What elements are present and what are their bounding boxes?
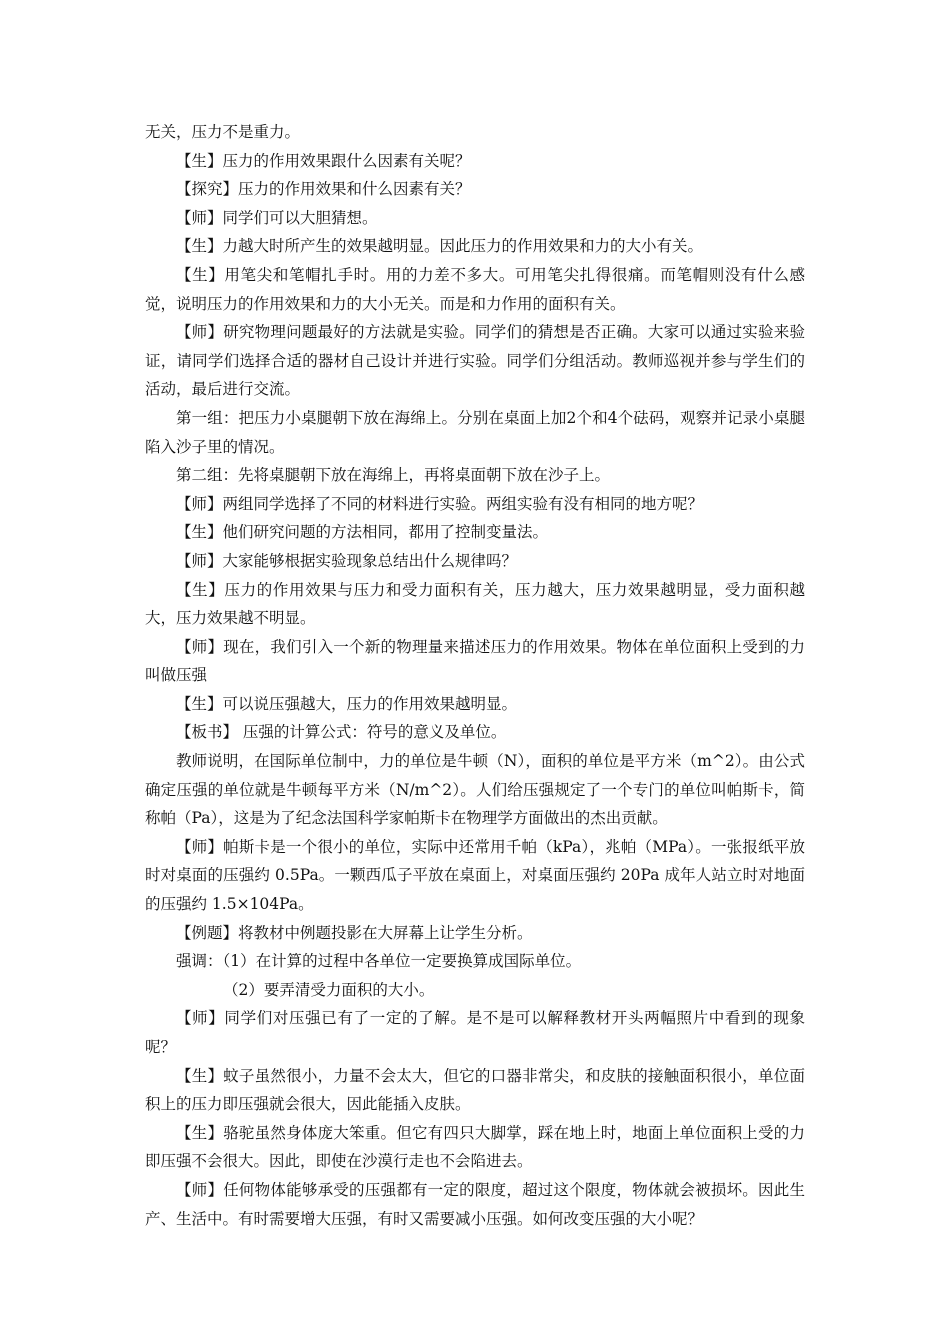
paragraph-3: 【探究】压力的作用效果和什么因素有关？ bbox=[176, 180, 471, 199]
paragraph-23: 【生】蚊子虽然很小，力量不会太大，但它的口器非常尖，和皮肤的接触面积很小，单位面积上的压力即压强就会很大，因此能插入皮肤。 bbox=[145, 1066, 805, 1114]
paragraph-24: 【生】骆驼虽然身体庞大笨重。但它有四只大脚掌，踩在地上时，地面上单位面积上受的力即压强不会很大。因此，即使在沙漠行走也不会陷进去。 bbox=[145, 1123, 805, 1171]
paragraph-12: 【师】大家能够根据实验现象总结出什么规律吗？ bbox=[176, 551, 518, 570]
paragraph-20: 强调：（1）在计算的过程中各单位一定要换算成国际单位。 bbox=[176, 952, 582, 971]
paragraph-11: 【生】他们研究问题的方法相同，都用了控制变量法。 bbox=[176, 523, 549, 542]
paragraph-18: 【师】帕斯卡是一个很小的单位，实际中还常用千帕（kPa），兆帕（MPa）。一张报纸平放时对桌面的压强约 0.5Pa。一颗西瓜子平放在桌面上，对桌面压强约 20Pa 成年人站立时对地面的压强约 1.5×104Pa。 bbox=[145, 837, 805, 914]
paragraph-6: 【生】用笔尖和笔帽扎手时。用的力差不多大。可用笔尖扎得很痛。而笔帽则没有什么感觉，说明压力的作用效果和力的大小无关。而是和力作用的面积有关。 bbox=[145, 265, 805, 313]
paragraph-22: 【师】同学们对压强已有了一定的了解。是不是可以解释教材开头两幅照片中看到的现象呢？ bbox=[145, 1009, 805, 1056]
paragraph-14: 【师】现在，我们引入一个新的物理量来描述压力的作用效果。物体在单位面积上受到的力叫做压强 bbox=[145, 637, 805, 685]
paragraph-15: 【生】可以说压强越大，压力的作用效果越明显。 bbox=[176, 694, 518, 713]
paragraph-8: 第一组：把压力小桌腿朝下放在海绵上。分别在桌面上加2个和4个砝码，观察并记录小桌腿陷入沙子里的情况。 bbox=[145, 408, 805, 456]
paragraph-7: 【师】研究物理问题最好的方法就是实验。同学们的猜想是否正确。大家可以通过实验来验证，请同学们选择合适的器材自己设计并进行实验。同学们分组活动。教师巡视并参与学生们的活动，最后进行交流。 bbox=[145, 323, 805, 399]
paragraph-25: 【师】任何物体能够承受的压强都有一定的限度，超过这个限度，物体就会被损坏。因此生产、生活中。有时需要增大压强，有时又需要减小压强。如何改变压强的大小呢？ bbox=[145, 1180, 805, 1228]
paragraph-2: 【生】压力的作用效果跟什么因素有关呢？ bbox=[176, 151, 471, 170]
paragraph-21: （2）要弄清受力面积的大小。 bbox=[223, 980, 435, 999]
paragraph-4: 【师】同学们可以大胆猜想。 bbox=[176, 208, 378, 227]
paragraph-1: 无关，压力不是重力。 bbox=[145, 123, 301, 141]
paragraph-17: 教师说明，在国际单位制中，力的单位是牛顿（N），面积的单位是平方米（m^2）。由公式确定压强的单位就是牛顿每平方米（N/m^2）。人们给压强规定了一个专门的单位叫帕斯卡，简称帕（Pa），这是为了纪念法国科学家帕斯卡在物理学方面做出的杰出贡献。 bbox=[145, 752, 805, 828]
paragraph-16: 【板书】 压强的计算公式：符号的意义及单位。 bbox=[176, 723, 507, 742]
paragraph-9: 第二组：先将桌腿朝下放在海绵上，再将桌面朝下放在沙子上。 bbox=[176, 466, 611, 485]
paragraph-19: 【例题】将教材中例题投影在大屏幕上让学生分析。 bbox=[176, 923, 533, 942]
paragraph-5: 【生】力越大时所产生的效果越明显。因此压力的作用效果和力的大小有关。 bbox=[176, 237, 704, 256]
document-page bbox=[145, 118, 805, 1233]
paragraph-10: 【师】两组同学选择了不同的材料进行实验。两组实验有没有相同的地方呢？ bbox=[176, 494, 704, 513]
paragraph-13: 【生】压力的作用效果与压力和受力面积有关，压力越大，压力效果越明显，受力面积越大，压力效果越不明显。 bbox=[145, 580, 805, 628]
